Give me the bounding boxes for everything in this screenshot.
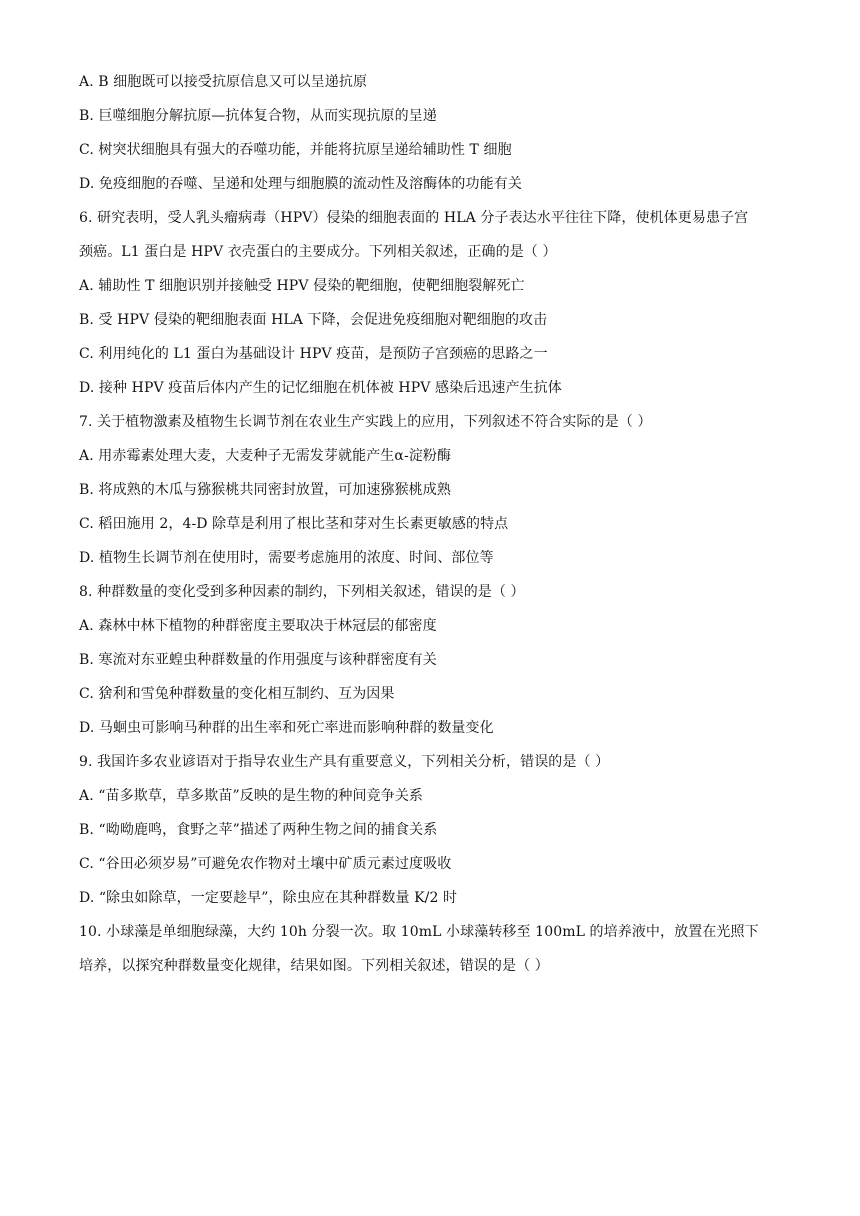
option-6a: A. 辅助性 T 细胞识别并接触受 HPV 侵染的靶细胞，使靶细胞裂解死亡 (79, 278, 525, 294)
question-6-stem-cont: 颈癌。L1 蛋白是 HPV 衣壳蛋白的主要成分。下列相关叙述，正确的是（ ） (79, 244, 557, 260)
option-9b: B. “呦呦鹿鸣，食野之苹”描述了两种生物之间的捕食关系 (79, 822, 438, 838)
option-7a: A. 用赤霉素处理大麦，大麦种子无需发芽就能产生α-淀粉酶 (79, 448, 452, 464)
question-7-stem: 7. 关于植物激素及植物生长调节剂在农业生产实践上的应用，下列叙述不符合实际的是（ ） (79, 414, 652, 430)
option-5c: C. 树突状细胞具有强大的吞噬功能，并能将抗原呈递给辅助性 T 细胞 (79, 142, 512, 158)
option-7d: D. 植物生长调节剂在使用时，需要考虑施用的浓度、时间、部位等 (79, 550, 494, 566)
option-9a: A. “苗多欺草，草多欺苗”反映的是生物的种间竞争关系 (79, 788, 424, 804)
option-9d: D. “除虫如除草，一定要趁早”，除虫应在其种群数量 K/2 时 (79, 890, 458, 906)
option-8d: D. 马蛔虫可影响马种群的出生率和死亡率进而影响种群的数量变化 (79, 720, 494, 736)
option-5a: A. B 细胞既可以接受抗原信息又可以呈递抗原 (79, 74, 368, 90)
option-5d: D. 免疫细胞的吞噬、呈递和处理与细胞膜的流动性及溶酶体的功能有关 (79, 176, 522, 192)
question-9-stem: 9. 我国许多农业谚语对于指导农业生产具有重要意义，下列相关分析，错误的是（ ） (79, 754, 610, 770)
option-6c: C. 利用纯化的 L1 蛋白为基础设计 HPV 疫苗，是预防子宫颈癌的思路之一 (79, 346, 548, 362)
question-10-stem-cont: 培养，以探究种群数量变化规律，结果如图。下列相关叙述，错误的是（ ） (79, 958, 549, 974)
option-8b: B. 寒流对东亚蝗虫种群数量的作用强度与该种群密度有关 (79, 652, 437, 668)
option-6b: B. 受 HPV 侵染的靶细胞表面 HLA 下降，会促进免疫细胞对靶细胞的攻击 (79, 312, 548, 328)
option-9c: C. “谷田必须岁易”可避免农作物对土壤中矿质元素过度吸收 (79, 856, 452, 872)
option-8a: A. 森林中林下植物的种群密度主要取决于林冠层的郁密度 (79, 618, 437, 634)
option-8c: C. 猞利和雪兔种群数量的变化相互制约、互为因果 (79, 686, 395, 702)
option-6d: D. 接种 HPV 疫苗后体内产生的记忆细胞在机体被 HPV 感染后迅速产生抗体 (79, 380, 562, 396)
option-5b: B. 巨噬细胞分解抗原—抗体复合物，从而实现抗原的呈递 (79, 108, 437, 124)
question-8-stem: 8. 种群数量的变化受到多种因素的制约，下列相关叙述，错误的是（ ） (79, 584, 525, 600)
question-6-stem: 6. 研究表明，受人乳头瘤病毒（HPV）侵染的细胞表面的 HLA 分子表达水平往往下降，使机体更易患子宫 (79, 210, 749, 226)
option-7b: B. 将成熟的木瓜与猕猴桃共同密封放置，可加速猕猴桃成熟 (79, 482, 451, 498)
question-10-stem: 10. 小球藻是单细胞绿藻，大约 10h 分裂一次。取 10mL 小球藻转移至 100mL 的培养液中，放置在光照下 (79, 924, 759, 940)
option-7c: C. 稻田施用 2，4-D 除草是利用了根比茎和芽对生长素更敏感的特点 (79, 516, 509, 532)
